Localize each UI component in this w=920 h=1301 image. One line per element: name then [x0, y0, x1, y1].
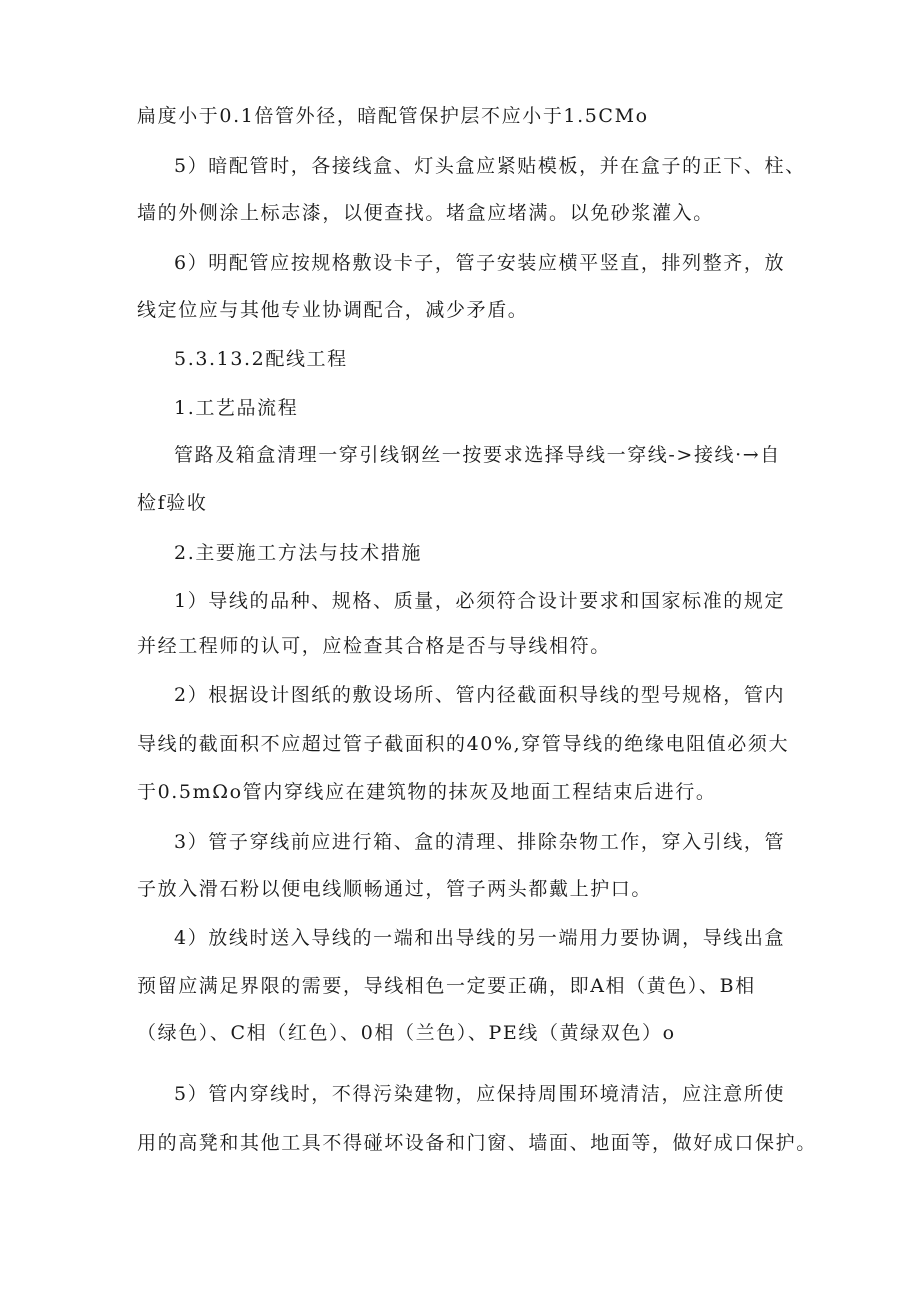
text-line: 1）导线的品种、规格、质量，必须符合设计要求和国家标准的规定 — [174, 590, 786, 612]
text-line: 线定位应与其他专业协调配合，减少矛盾。 — [137, 299, 529, 321]
text-line: 管路及箱盒清理一穿引线钢丝一按要求选择导线一穿线->接线·→自 — [174, 444, 781, 466]
text-line: 用的高凳和其他工具不得碰坏设备和门窗、墙面、地面等，做好成口保护。 — [137, 1132, 817, 1154]
text-line: 墙的外侧涂上标志漆，以便查找。堵盒应堵满。以免砂浆灌入。 — [137, 202, 714, 224]
text-line: 于0.5mΩo管内穿线应在建筑物的抹灰及地面工程结束后进行。 — [137, 781, 717, 803]
text-line: 5）管内穿线时，不得污染建物，应保持周围环境清洁，应注意所使 — [174, 1083, 786, 1105]
text-line: 检f验收 — [137, 492, 208, 514]
subsection-heading: 1.工艺品流程 — [174, 397, 299, 419]
text-line: 2）根据设计图纸的敷设场所、管内径截面积导线的型号规格，管内 — [174, 684, 786, 706]
text-line: 导线的截面积不应超过管子截面积的40%,穿管导线的绝缘电阻值必须大 — [137, 733, 790, 755]
text-line: 并经工程师的认可，应检查其合格是否与导线相符。 — [137, 635, 611, 657]
section-heading: 5.3.13.2配线工程 — [174, 348, 348, 370]
text-line: 扁度小于0.1倍管外径，暗配管保护层不应小于1.5CMo — [137, 105, 649, 127]
text-line: 子放入滑石粉以便电线顺畅通过，管子两头都戴上护口。 — [137, 878, 653, 900]
subsection-heading: 2.主要施工方法与技术措施 — [174, 542, 422, 564]
text-line: 6）明配管应按规格敷设卡子，管子安装应横平竖直，排列整齐，放 — [174, 252, 786, 274]
text-line: 3）管子穿线前应进行箱、盒的清理、排除杂物工作，穿入引线，管 — [174, 831, 786, 853]
text-line: 预留应满足界限的需要，导线相色一定要正确，即A相（黄色）、B相 — [137, 975, 756, 997]
text-line: 5）暗配管时，各接线盒、灯头盒应紧贴模板，并在盒子的正下、柱、 — [174, 155, 806, 177]
text-line: （绿色）、C相（红色）、0相（兰色）、PE线（黄绿双色）o — [137, 1022, 676, 1044]
text-line: 4）放线时送入导线的一端和出导线的另一端用力要协调，导线出盒 — [174, 927, 786, 949]
